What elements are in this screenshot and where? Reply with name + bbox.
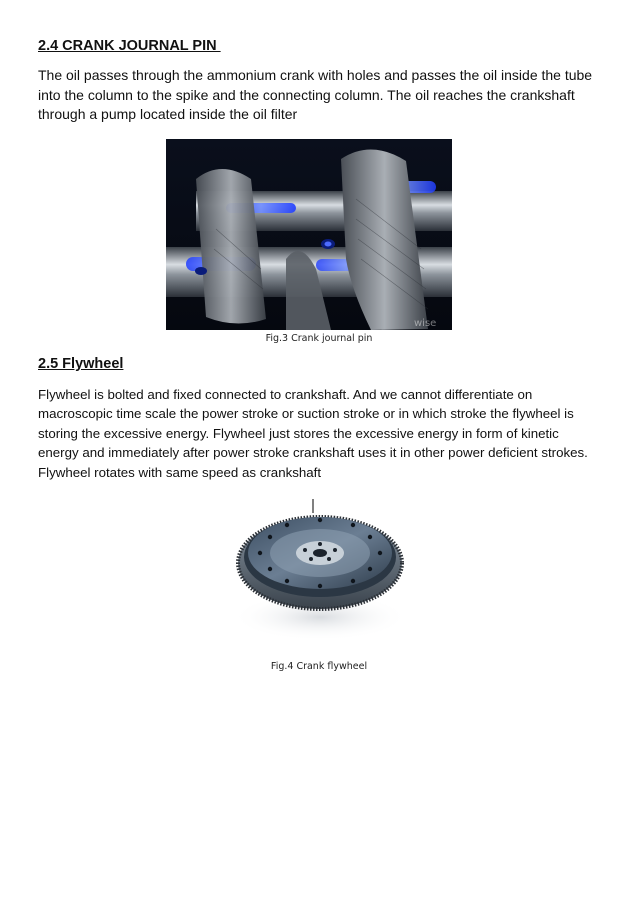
section-heading-flywheel: 2.5 Flywheel xyxy=(38,356,124,372)
crank-journal-pin-image xyxy=(166,139,452,330)
crank-flywheel-image xyxy=(225,495,415,645)
section-heading-crank-journal-pin: 2.4 CRANK JOURNAL PIN xyxy=(38,38,221,54)
figure-3-caption: Fig.3 Crank journal pin xyxy=(265,333,373,344)
figure-4-caption: Fig.4 Crank flywheel xyxy=(270,661,368,672)
flywheel-paragraph: Flywheel is bolted and fixed connected to crankshaft. And we cannot differentiate on macroscopic time scale the power stroke or suction stroke or in which stroke the flywheel is storing the excessive energy. Flywheel just stores the excessive energy in form of kinetic energy and immediately after power stroke crankshaft uses it in other power deficient strokes. Flywheel rotates with same speed as crankshaft xyxy=(38,387,588,480)
image-watermark: wise xyxy=(414,318,437,329)
crank-journal-pin-paragraph: The oil passes through the ammonium crank with holes and passes the oil inside the tube into the column to the spike and the connecting column. The oil reaches the crankshaft through a pump located inside the oil filter xyxy=(38,67,593,122)
